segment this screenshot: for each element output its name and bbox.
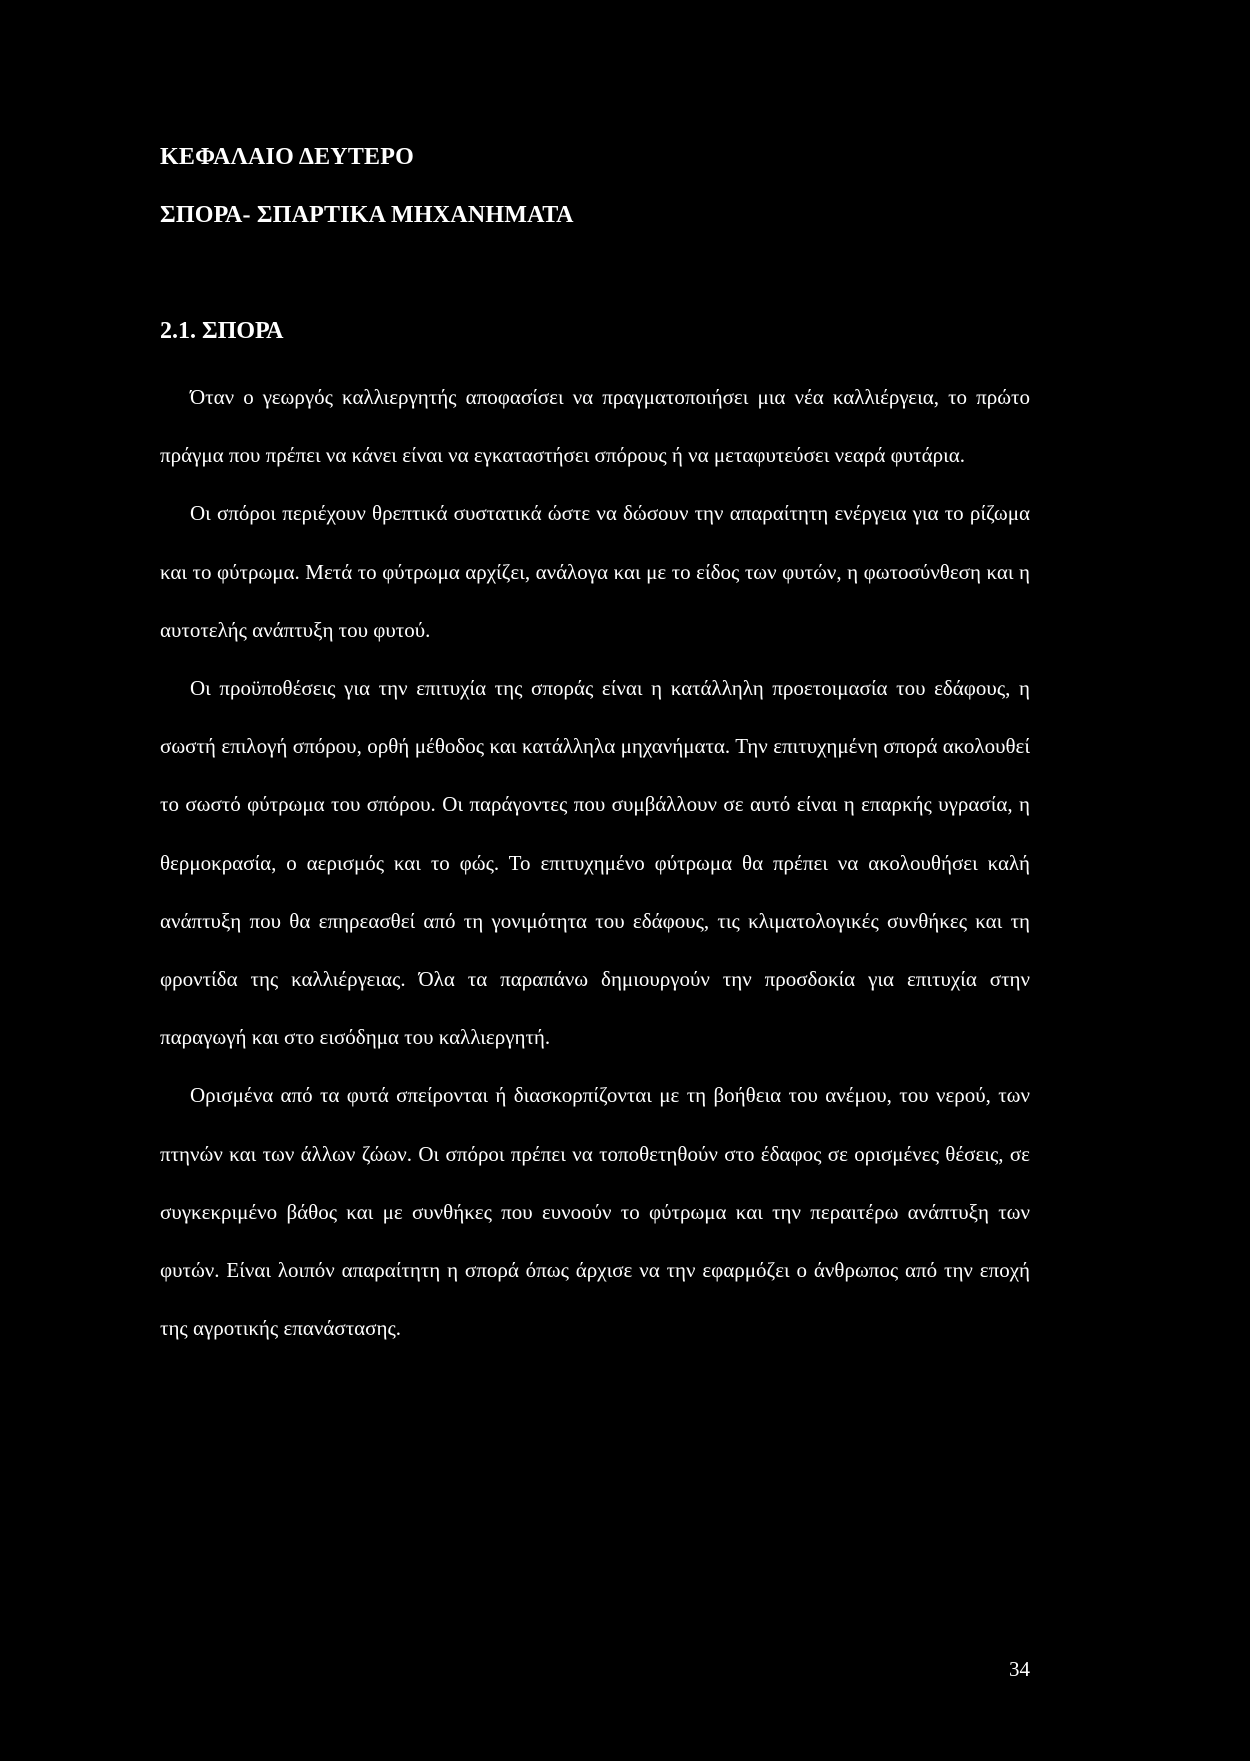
chapter-subtitle: ΣΠΟΡΑ- ΣΠΑΡΤΙΚΑ ΜΗΧΑΝΗΜΑΤΑ [160,202,574,228]
page-number: 34 [1009,1657,1030,1681]
section-heading: 2.1. ΣΠΟΡΑ [160,318,284,344]
chapter-title: ΚΕΦΑΛΑΙΟ ΔΕΥΤΕΡΟ [160,144,414,170]
section-body [160,368,1030,1357]
paragraph-2: Οι σπόροι περιέχουν θρεπτικά συστατικά ώστε να δώσουν την απαραίτητη ενέργεια για το ρίζωμα και το φύτρωμα. Μετά το φύτρωμα αρχίζει, ανάλογα και με το είδος των φυτών, η φωτοσύνθεση και η αυτοτελής ανάπτυξη του φυτού. [160,501,1030,642]
paragraph-1: Όταν ο γεωργός καλλιεργητής αποφασίσει να πραγματοποιήσει μια νέα καλλιέργεια, το πρώτο πράγμα που πρέπει να κάνει είναι να εγκαταστήσει σπόρους ή να μεταφυτεύσει νεαρά φυτάρια. [160,385,1030,468]
paragraph-4: Ορισμένα από τα φυτά σπείρονται ή διασκορπίζονται με τη βοήθεια του ανέμου, του νερού, των πτηνών και των άλλων ζώων. Οι σπόροι πρέπει να τοποθετηθούν στο έδαφος σε ορισμένες θέσεις, σε συγκεκριμένο βάθος και με συνθήκες που ευνοούν το φύτρωμα και την περαιτέρω ανάπτυξη των φυτών. Είναι λοιπόν απαραίτητη η σπορά όπως άρχισε να την εφαρμόζει ο άνθρωπος από την εποχή της αγροτικής επανάστασης. [160,1083,1030,1341]
paragraph-3: Οι προϋποθέσεις για την επιτυχία της σποράς είναι η κατάλληλη προετοιμασία του εδάφους, η σωστή επιλογή σπόρου, ορθή μέθοδος και κατάλληλα μηχανήματα. Την επιτυχημένη σπορά ακολουθεί το σωστό φύτρωμα του σπόρου. Οι παράγοντες που συμβάλλουν σε αυτό είναι η επαρκής υγρασία, η θερμοκρασία, ο αερισμός και το φώς. Το επιτυχημένο φύτρωμα θα πρέπει να ακολουθήσει καλή ανάπτυξη που θα επηρεασθεί από τη γονιμότητα του εδάφους, τις κλιματολογικές συνθήκες και τη φροντίδα της καλλιέργειας. Όλα τα παραπάνω δημιουργούν την προσδοκία για επιτυχία στην παραγωγή και στο εισόδημα του καλλιεργητή. [160,676,1030,1050]
